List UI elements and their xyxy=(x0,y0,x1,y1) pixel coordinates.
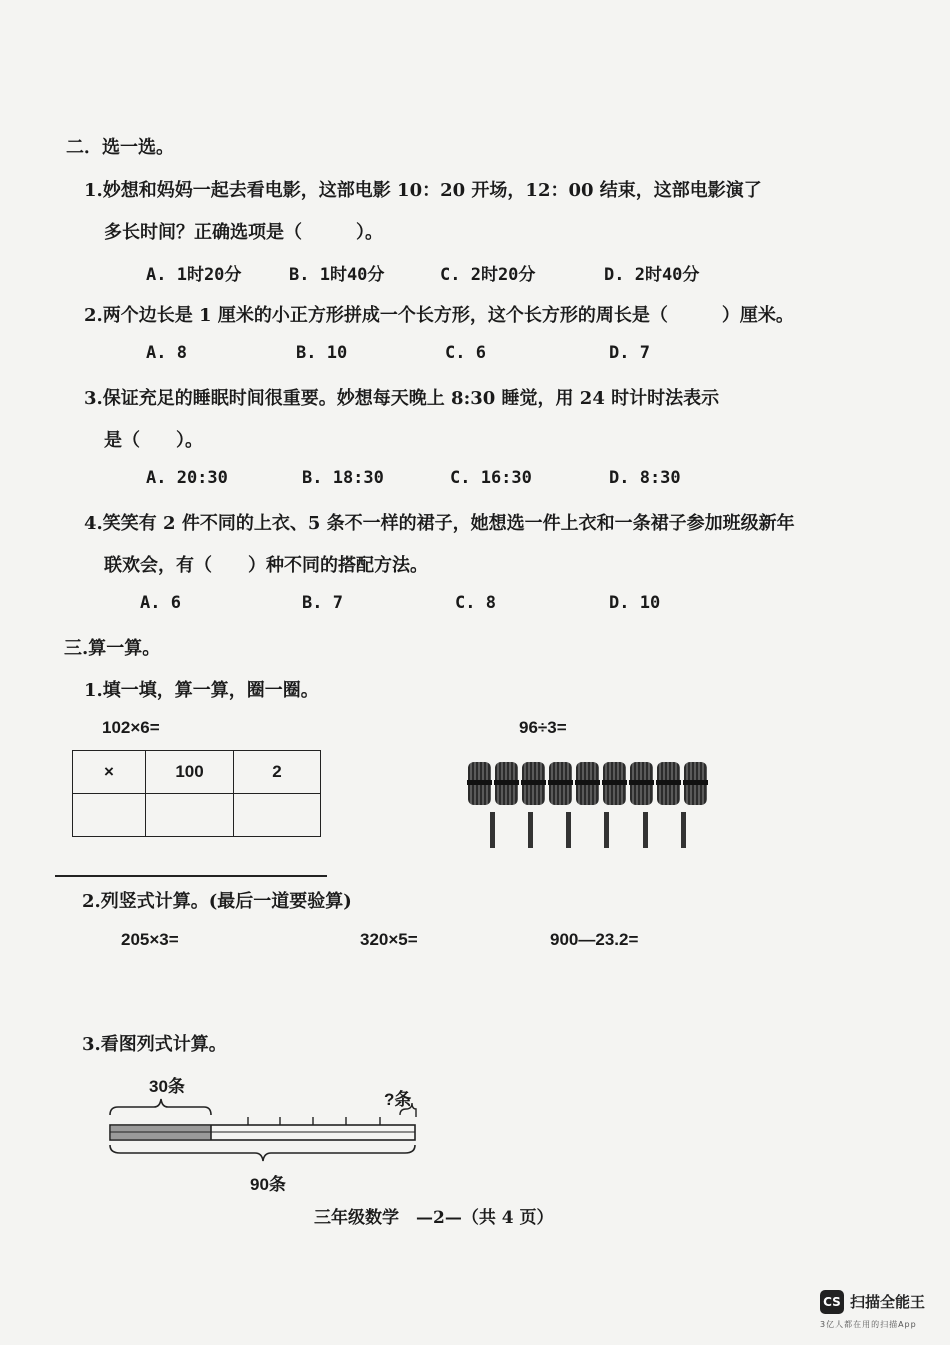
scanner-logo-icon: CS xyxy=(820,1290,844,1314)
stick-bundle-icon xyxy=(576,762,599,805)
stick-bundle-icon xyxy=(657,762,680,805)
counting-sticks-illustration xyxy=(468,762,708,852)
grid-header-100: 100 xyxy=(146,751,234,794)
s3-q1-title: 1.填一填，算一算，圈一圈。 xyxy=(84,680,319,701)
scanner-app-name: 扫描全能王 xyxy=(850,1293,926,1311)
single-stick-icon xyxy=(490,812,495,848)
bar-model-diagram xyxy=(100,1095,425,1170)
q3-text-line1: 3.保证充足的睡眠时间很重要。妙想每天晚上 8:30 睡觉，用 24 时计时法表示 xyxy=(84,388,720,409)
q1-option-c: C. 2时20分 xyxy=(440,265,536,285)
q1-option-d: D. 2时40分 xyxy=(604,265,700,285)
q3-option-c: C. 16:30 xyxy=(450,468,532,488)
vertical-calc-1: 205×3= xyxy=(121,930,179,949)
grid-header-2: 2 xyxy=(234,751,321,794)
s3-q3-title: 3.看图列式计算。 xyxy=(82,1034,227,1055)
stick-bundle-icon xyxy=(522,762,545,805)
s3-q2-title: 2.列竖式计算。(最后一道要验算) xyxy=(82,891,352,912)
q4-text-line2: 联欢会，有（ ）种不同的搭配方法。 xyxy=(104,555,428,576)
grid-header-times: × xyxy=(73,751,146,794)
q2-text-line1: 2.两个边长是 1 厘米的小正方形拼成一个长方形，这个长方形的周长是（ ）厘米。 xyxy=(84,305,794,326)
single-stick-icon xyxy=(643,812,648,848)
single-stick-icon xyxy=(566,812,571,848)
q1-text-line2: 多长时间？正确选项是（ ）。 xyxy=(104,222,383,243)
q2-option-b: B. 10 xyxy=(296,343,348,363)
multiplication-grid xyxy=(72,750,321,837)
grid-cell-blank[interactable] xyxy=(234,794,321,837)
q1-option-b: B. 1时40分 xyxy=(289,265,385,285)
bar-label-unknown: ?条 xyxy=(384,1090,412,1109)
stick-bundle-icon xyxy=(495,762,518,805)
stick-bundle-icon xyxy=(630,762,653,805)
scanner-tagline: 3亿人都在用的扫描App xyxy=(820,1320,917,1329)
q4-option-d: D. 10 xyxy=(609,593,661,613)
top-brace xyxy=(110,1099,211,1115)
vertical-calc-2: 320×5= xyxy=(360,930,418,949)
stick-bundle-icon xyxy=(549,762,572,805)
q1-text-line1: 1.妙想和妈妈一起去看电影，这部电影 10：20 开场，12：00 结束，这部电影演了 xyxy=(84,180,762,201)
bar-label-30: 30条 xyxy=(149,1077,185,1096)
q1-option-a: A. 1时20分 xyxy=(146,265,242,285)
stick-bundle-icon xyxy=(468,762,491,805)
page-footer: 三年级数学 —2—（共 4 页） xyxy=(314,1208,554,1228)
q4-option-b: B. 7 xyxy=(302,593,343,613)
q3-option-d: D. 8:30 xyxy=(609,468,681,488)
divider-line xyxy=(55,875,327,877)
q2-option-c: C. 6 xyxy=(445,343,486,363)
q3-text-line2: 是（ ）。 xyxy=(104,430,203,451)
bottom-brace xyxy=(110,1145,415,1161)
single-stick-icon xyxy=(604,812,609,848)
single-stick-icon xyxy=(681,812,686,848)
stick-bundle-icon xyxy=(603,762,626,805)
q2-option-d: D. 7 xyxy=(609,343,650,363)
q4-option-c: C. 8 xyxy=(455,593,496,613)
section-2-heading: 二．选一选。 xyxy=(66,137,174,158)
grid-cell-blank[interactable] xyxy=(73,794,146,837)
q4-text-line1: 4.笑笑有 2 件不同的上衣、5 条不一样的裙子，她想选一件上衣和一条裙子参加班级新年 xyxy=(84,513,795,534)
bar-label-90: 90条 xyxy=(250,1175,286,1194)
q3-option-a: A. 20:30 xyxy=(146,468,228,488)
q2-option-a: A. 8 xyxy=(146,343,187,363)
stick-bundle-icon xyxy=(684,762,707,805)
vertical-calc-3: 900—23.2= xyxy=(550,930,639,949)
section-3-heading: 三.算一算。 xyxy=(64,638,161,659)
multiplication-expression: 102×6= xyxy=(102,718,160,737)
division-expression: 96÷3= xyxy=(519,718,567,737)
q3-option-b: B. 18:30 xyxy=(302,468,384,488)
single-stick-icon xyxy=(528,812,533,848)
grid-cell-blank[interactable] xyxy=(146,794,234,837)
q4-option-a: A. 6 xyxy=(140,593,181,613)
unknown-brace xyxy=(400,1103,416,1117)
